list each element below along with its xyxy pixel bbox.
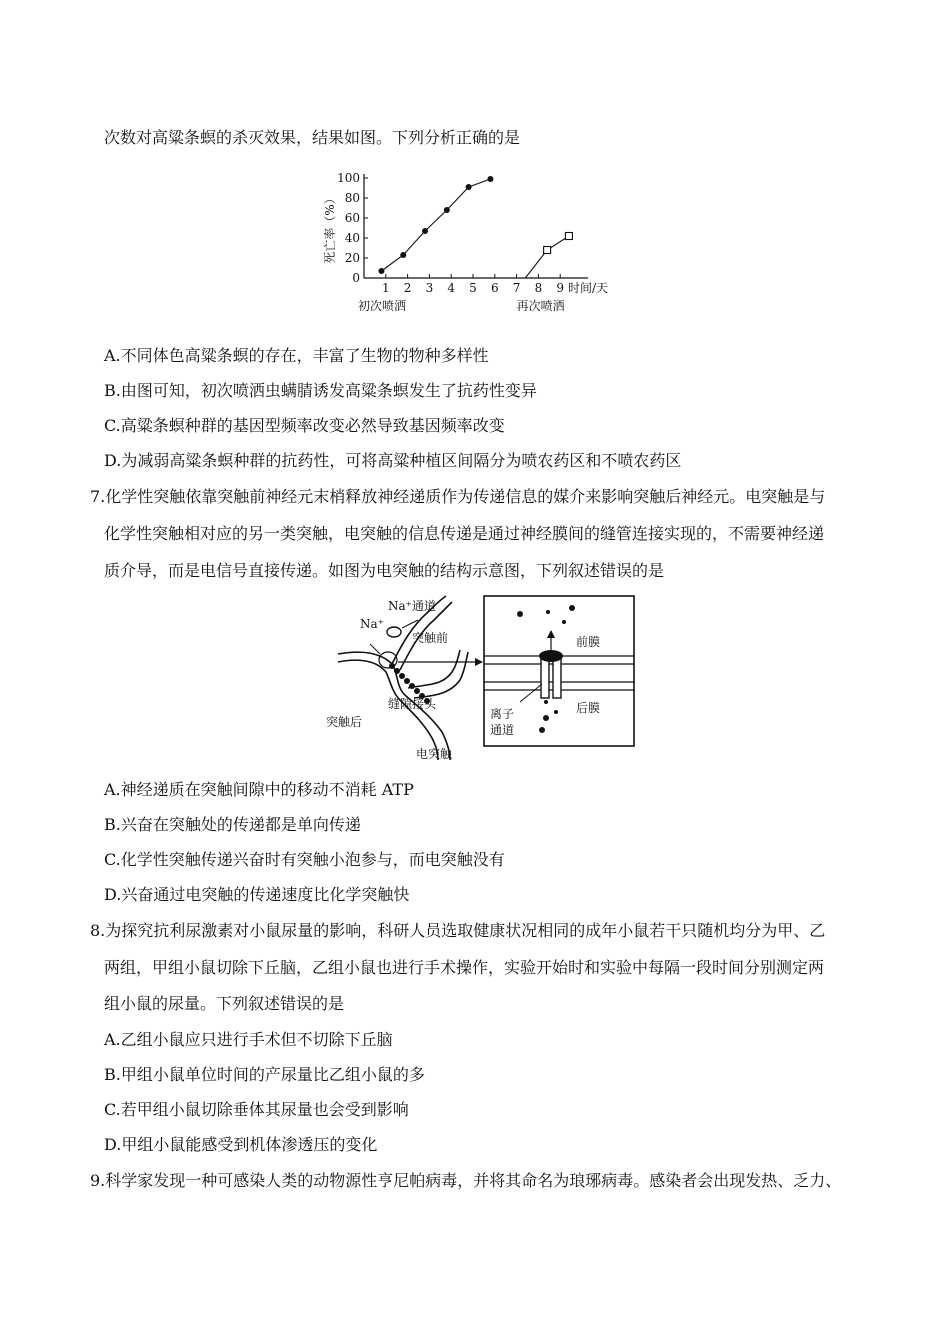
x-tick-label: 3	[425, 281, 434, 295]
x-tick-label: 1	[381, 281, 390, 295]
y-tick-label: 0	[352, 271, 360, 285]
na-channel-shape	[387, 627, 401, 637]
y-tick-label: 40	[344, 231, 360, 245]
y-tick-label: 60	[344, 211, 360, 225]
q6-option-d: D.为减弱高粱条螟种群的抗药性，可将高粱种植区间隔分为喷农药区和不喷农药区	[104, 451, 682, 470]
label-ion-channel-2: 通道	[490, 723, 515, 737]
data-point	[466, 184, 472, 190]
q8-option-b: B.甲组小鼠单位时间的产尿量比乙组小鼠的多	[104, 1065, 425, 1084]
x-tick-label: 7	[512, 281, 521, 295]
data-point	[378, 268, 384, 274]
data-point	[444, 207, 450, 213]
data-point	[400, 252, 406, 258]
q7-stem-line-2: 化学性突触相对应的另一类突触，电突触的信息传递是通过神经膜间的缝管连接实现的，不需要神经递	[104, 524, 825, 543]
series-line-2	[525, 236, 569, 278]
q8-option-a: A.乙组小鼠应只进行手术但不切除下丘脑	[104, 1030, 393, 1049]
phase-label-first: 初次喷洒	[358, 299, 407, 313]
x-axis-label: 时间/天	[568, 281, 609, 295]
label-na-ion: Na⁺	[360, 617, 384, 631]
q7-option-a: A.神经递质在突触间隙中的移动不消耗 ATP	[104, 780, 414, 799]
y-tick-label: 80	[344, 191, 360, 205]
label-na-channel: Na⁺通道	[388, 599, 436, 613]
mortality-chart	[320, 168, 640, 318]
q7-option-d: D.兴奋通过电突触的传递速度比化学突触快	[104, 885, 410, 904]
q6-option-b: B.由图可知，初次喷洒虫螨腈诱发高粱条螟发生了抗药性变异	[104, 381, 537, 400]
label-back-membrane: 后膜	[576, 701, 601, 715]
q6-stem-line: 次数对高粱条螟的杀灭效果，结果如图。下列分析正确的是	[104, 128, 521, 147]
data-point	[487, 176, 493, 182]
q8-stem-line-2: 两组，甲组小鼠切除下丘脑，乙组小鼠也进行手术操作，实验开始时和实验中每隔一段时间分别测定两	[104, 958, 825, 977]
x-tick-label: 8	[534, 281, 543, 295]
data-point	[544, 247, 551, 254]
data-point	[565, 233, 572, 240]
label-presynaptic: 突触前	[412, 631, 449, 645]
y-tick-label: 100	[337, 171, 360, 185]
label-gap-junction: 缝隙接头	[388, 697, 437, 711]
label-ion-channel-1: 离子	[490, 707, 515, 721]
x-tick-label: 9	[556, 281, 565, 295]
q7-stem-line-3: 质介导，而是电信号直接传递。如图为电突触的结构示意图，下列叙述错误的是	[104, 561, 665, 580]
x-tick-label: 4	[447, 281, 456, 295]
q8-option-c: C.若甲组小鼠切除垂体其尿量也会受到影响	[104, 1100, 409, 1119]
q7-option-c: C.化学性突触传递兴奋时有突触小泡参与，而电突触没有	[104, 850, 505, 869]
q7-stem-line-1: 7.化学性突触依靠突触前神经元末梢释放神经递质作为传递信息的媒介来影响突触后神经元。电突触是与	[90, 487, 826, 506]
series-line-1	[381, 179, 490, 271]
label-postsynaptic: 突触后	[326, 715, 363, 729]
electrical-synapse-diagram	[320, 592, 640, 764]
q8-stem-line-3: 组小鼠的尿量。下列叙述错误的是	[104, 994, 345, 1013]
label-front-membrane: 前膜	[576, 635, 601, 649]
q8-option-d: D.甲组小鼠能感受到机体渗透压的变化	[104, 1135, 378, 1154]
q7-option-b: B.兴奋在突触处的传递都是单向传递	[104, 815, 361, 834]
x-tick-label: 2	[403, 281, 412, 295]
q6-option-c: C.高粱条螟种群的基因型频率改变必然导致基因频率改变	[104, 416, 505, 435]
q9-stem-line-1: 9.科学家发现一种可感染人类的动物源性亨尼帕病毒，并将其命名为琅琊病毒。感染者会出现发热、乏力、	[90, 1171, 842, 1190]
y-axis-label: 死亡率（%）	[323, 192, 337, 264]
x-tick-label: 5	[469, 281, 477, 295]
data-point	[422, 228, 428, 234]
x-tick-label: 6	[490, 281, 499, 295]
y-tick-label: 20	[344, 251, 360, 265]
q8-stem-line-1: 8.为探究抗利尿激素对小鼠尿量的影响，科研人员选取健康状况相同的成年小鼠若干只随机均分为甲、乙	[90, 921, 826, 940]
label-electrical-synapse: 电突触	[416, 747, 453, 761]
phase-label-second: 再次喷洒	[516, 299, 565, 313]
q6-option-a: A.不同体色高粱条螟的存在，丰富了生物的物种多样性	[104, 346, 489, 365]
